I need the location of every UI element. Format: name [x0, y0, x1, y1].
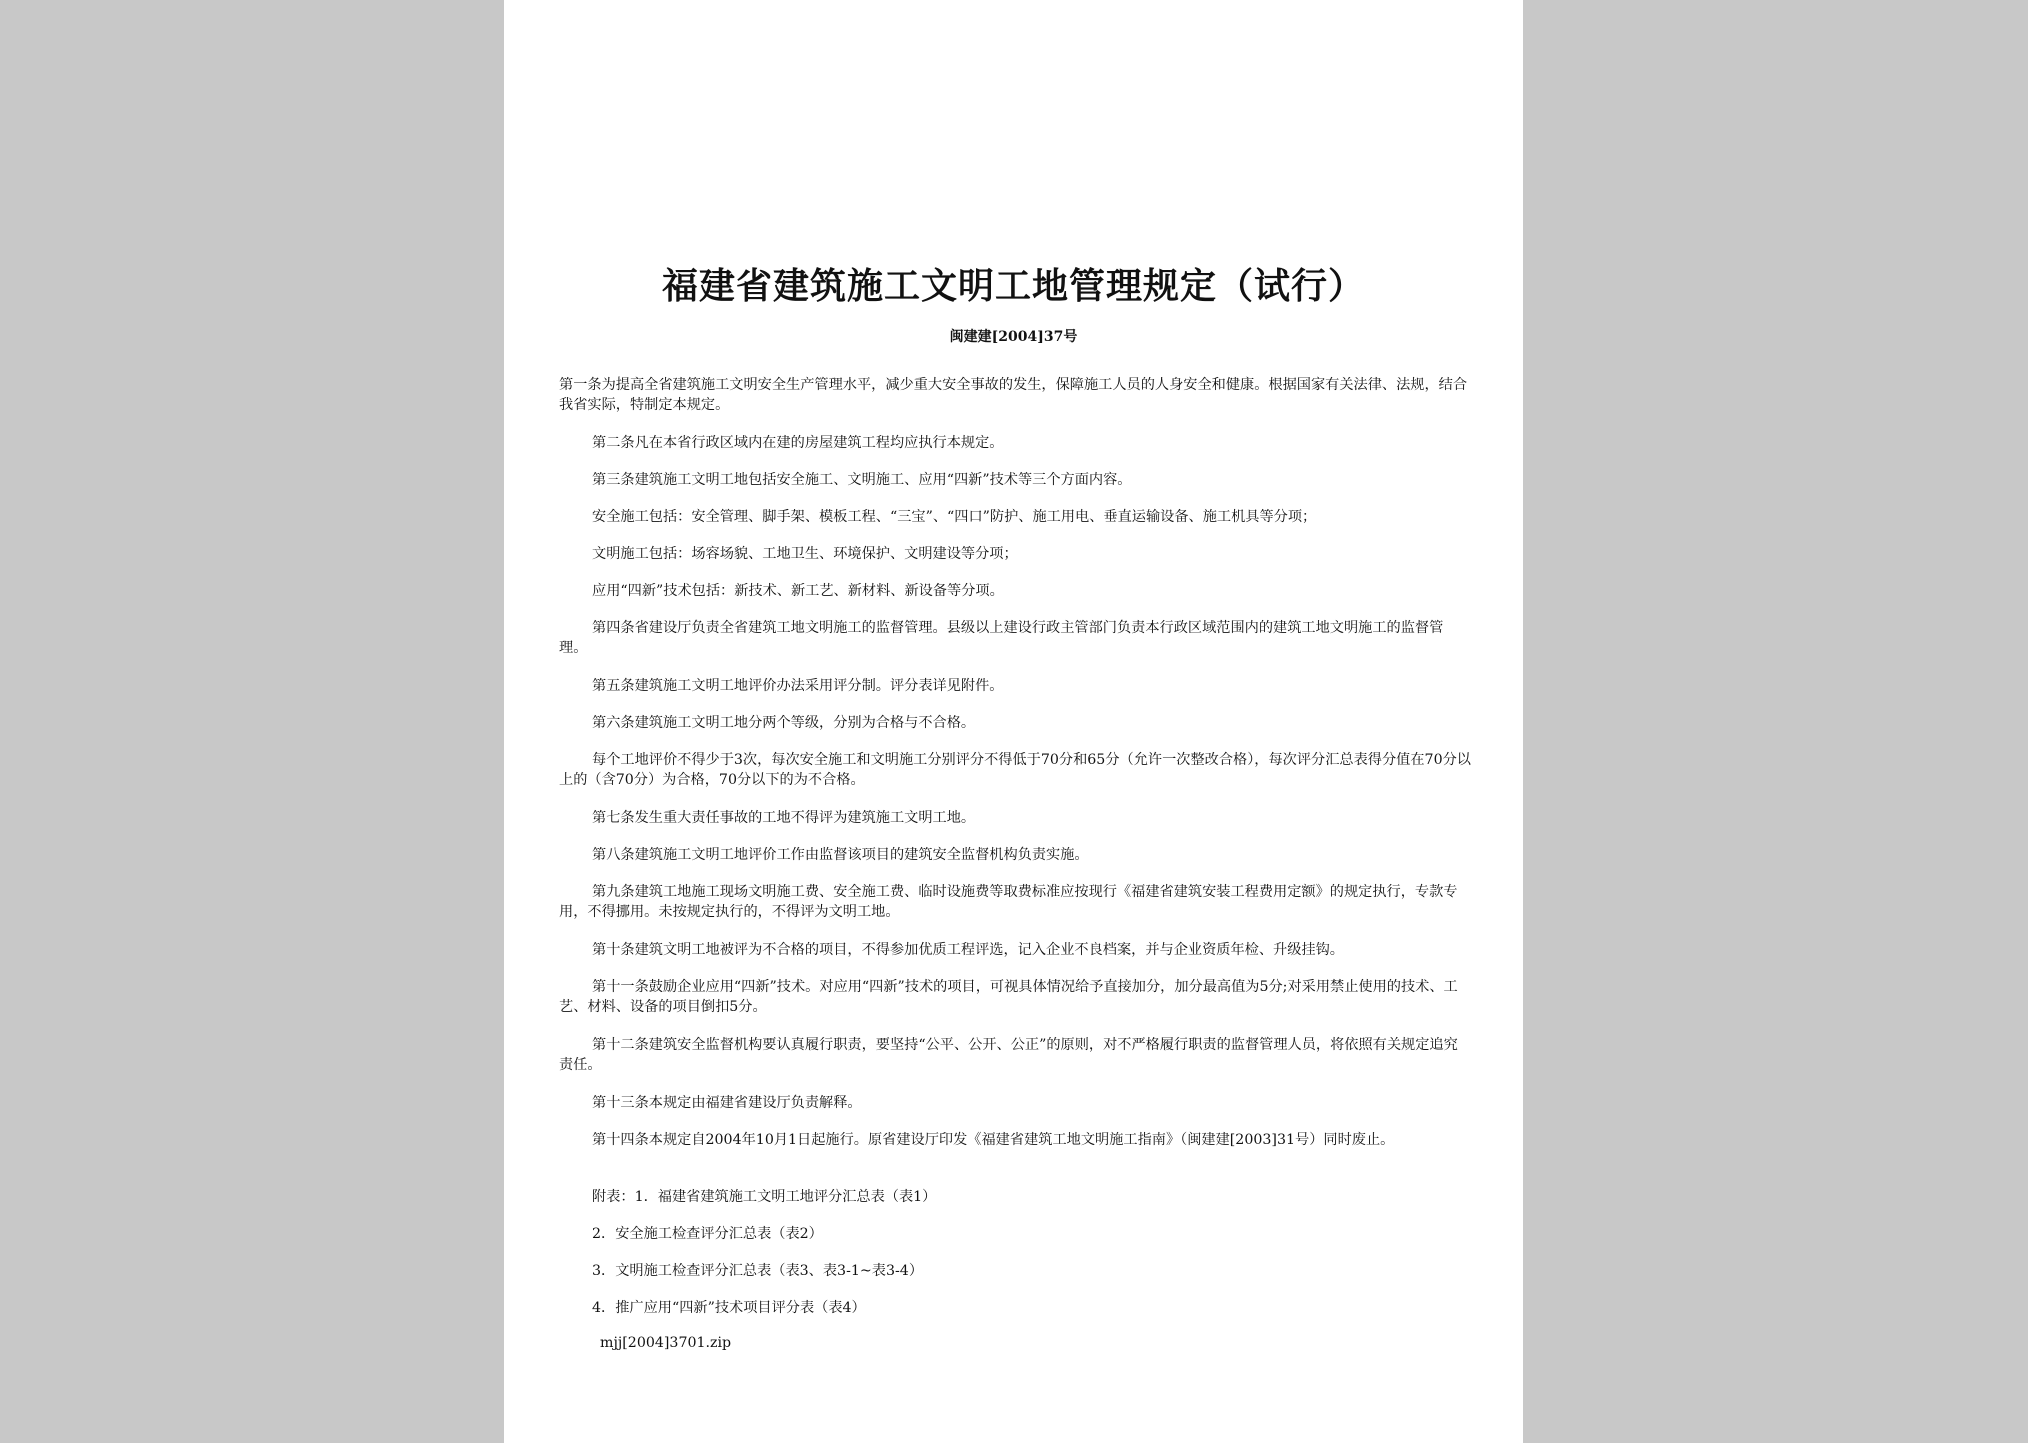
attachment-1: 附表：1．福建省建筑施工文明工地评分汇总表（表1） [592, 1189, 937, 1205]
article-6-evaluation: 每个工地评价不得少于3次，每次安全施工和文明施工分别评分不得低于70分和65分（允许一次整改合格），每次评分汇总表得分值在70分以上的（含70分）为合格，70分以下的为不合格。 [559, 752, 1471, 788]
document-page [504, 0, 1523, 1443]
article-1: 第一条为提高全省建筑施工文明安全生产管理水平，减少重大安全事故的发生，保障施工人员的人身安全和健康。根据国家有关法律、法规，结合我省实际，特制定本规定。 [559, 377, 1468, 413]
article-3-civilized: 文明施工包括：场容场貌、工地卫生、环境保护、文明建设等分项； [592, 546, 1018, 562]
attachment-2: 2．安全施工检查评分汇总表（表2） [592, 1226, 823, 1242]
article-3-safety: 安全施工包括：安全管理、脚手架、模板工程、“三宝”、“四口”防护、施工用电、垂直运输设备、施工机具等分项； [592, 509, 1317, 525]
attachment-3: 3．文明施工检查评分汇总表（表3、表3-1~表3-4） [592, 1263, 924, 1279]
attachment-4: 4．推广应用“四新”技术项目评分表（表4） [592, 1300, 866, 1316]
article-12: 第十二条建筑安全监督机构要认真履行职责，要坚持“公平、公开、公正”的原则，对不严格履行职责的监督管理人员，将依照有关规定追究责任。 [559, 1037, 1458, 1073]
article-6: 第六条建筑施工文明工地分两个等级，分别为合格与不合格。 [592, 715, 976, 731]
article-10: 第十条建筑文明工地被评为不合格的项目，不得参加优质工程评选，记入企业不良档案，并与企业资质年检、升级挂钩。 [592, 942, 1344, 958]
article-8: 第八条建筑施工文明工地评价工作由监督该项目的建筑安全监督机构负责实施。 [592, 847, 1089, 863]
article-3: 第三条建筑施工文明工地包括安全施工、文明施工、应用“四新”技术等三个方面内容。 [592, 472, 1132, 488]
document-title: 福建省建筑施工文明工地管理规定（试行） [661, 265, 1365, 307]
document-number: 闽建建[2004]37号 [949, 329, 1078, 345]
article-9: 第九条建筑工地施工现场文明施工费、安全施工费、临时设施费等取费标准应按现行《福建省建筑安装工程费用定额》的规定执行，专款专用，不得挪用。未按规定执行的，不得评为文明工地。 [559, 884, 1458, 920]
article-3-four-new: 应用“四新”技术包括：新技术、新工艺、新材料、新设备等分项。 [592, 583, 1004, 599]
article-5: 第五条建筑施工文明工地评价办法采用评分制。评分表详见附件。 [592, 678, 1004, 694]
article-11: 第十一条鼓励企业应用“四新”技术。对应用“四新”技术的项目，可视具体情况给予直接加分，加分最高值为5分;对采用禁止使用的技术、工艺、材料、设备的项目倒扣5分。 [559, 979, 1458, 1015]
article-4: 第四条省建设厅负责全省建筑工地文明施工的监督管理。县级以上建设行政主管部门负责本行政区域范围内的建筑工地文明施工的监督管理。 [559, 620, 1444, 656]
article-2: 第二条凡在本省行政区域内在建的房屋建筑工程均应执行本规定。 [592, 435, 1004, 451]
article-14: 第十四条本规定自2004年10月1日起施行。原省建设厅印发《福建省建筑工地文明施工指南》（闽建建[2003]31号）同时废止。 [592, 1132, 1395, 1148]
article-13: 第十三条本规定由福建省建设厅负责解释。 [592, 1095, 862, 1111]
article-7: 第七条发生重大责任事故的工地不得评为建筑施工文明工地。 [592, 810, 976, 826]
attachment-file-name: mjj[2004]3701.zip [600, 1335, 732, 1351]
